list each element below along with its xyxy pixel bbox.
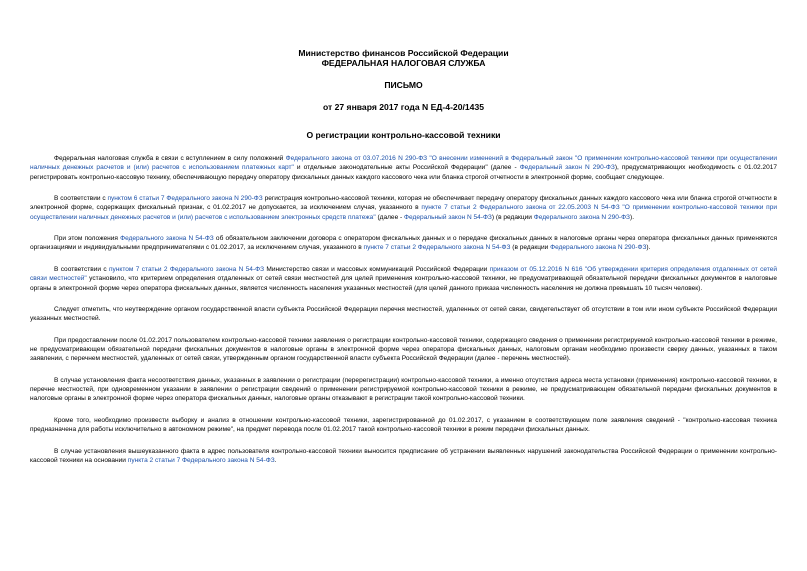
law-reference-link[interactable]: пунктом 7 статьи 2 Федерального закона N 54-ФЗ [108, 265, 265, 273]
law-reference-link[interactable]: Федеральный закон N 290-ФЗ [519, 164, 615, 172]
law-reference-link[interactable]: Федерального закона от 03.07.2016 N 290-ФЗ "О внесении изменений в Федеральный закон "О применении контрольно-кассовой техники при осуществлении наличных денежных расчетов и (или) расчетов с использованием платежных карт" [30, 155, 778, 172]
paragraph-text: . [274, 457, 277, 465]
paragraph-text: В соответствии с [54, 195, 108, 203]
paragraph-text: В случае установления факта несоответствия данных, указанных в заявлении о регистрации (перерегистрации) контрольно-кассовой техники, а именно отсутствия адреса места установки (применения) контрольно-кассовой техники, в перечне местностей, при одновременном указании в заявлении о регистрации сведений о применении регистрируемой контрольно-кассовой техники в режиме, не предусматривающем обязательной передачи фискальных документов в налоговые органы в электронной форме через оператора фискальных данных, налоговые органы отказывают в регистрации такой контрольно-кассовой техники. [30, 376, 777, 403]
document-body [30, 154, 777, 465]
law-reference-link[interactable]: Федерального закона N 290-ФЗ [533, 213, 631, 221]
law-reference-link[interactable]: приказом от 05.12.2016 N 616 "Об утверждении критерия определения отдаленных от сетей связи местностей" [30, 265, 778, 283]
paragraph [30, 447, 777, 466]
paragraph-text: ) (в редакции [491, 213, 534, 221]
document-type: ПИСЬМО [384, 80, 423, 90]
law-reference-link[interactable]: Федерального закона N 54-ФЗ [120, 235, 214, 243]
paragraph [30, 336, 777, 364]
paragraph-text: установило, что критерием определения отдаленных от сетей связи местностей для целей применения контрольно-кассовой техники, не предусматривающей обязательной передачи фискальных документов в налоговые органы в электронной форме через оператора фискальных данных, является численность населения указанных местностей (для целей данного приказа численность населения не должна превышать 10 тысяч человек). [30, 275, 777, 292]
document-date-number: от 27 января 2017 года N ЕД-4-20/1435 [322, 102, 484, 112]
document-header [30, 48, 777, 112]
paragraph-text: Следует отметить, что неутверждение органом государственной власти субъекта Российской Федерации перечня местностей, удаленных от сетей связи, свидетельствует об отсутствии в том или ином субъекте Российской Федерации указанных местностей. [30, 306, 777, 323]
paragraph-text: Кроме того, необходимо произвести выборку и анализ в отношении контрольно-кассовой техники, зарегистрированной до 01.02.2017, с указанием в соответствующем поле заявления сведений - "контрольно-кассовая техника предназначена для работы исключительно в автономном режиме", на предмет перевода после 01.02.2017 такой контрольно-кассовой техники в режим передачи фискальных данных. [30, 416, 777, 434]
law-reference-link[interactable]: Федерального закона N 290-ФЗ [550, 244, 647, 252]
paragraph [30, 154, 777, 182]
paragraph [30, 376, 777, 404]
paragraph-text: В соответствии с [54, 265, 109, 273]
paragraph-text: В случае установления вышеуказанного факта в адрес пользователя контрольно-кассовой техники выносится предписание об устранении выявленных нарушений законодательства Российской Федерации о применении контрольно-кассовой техники на основании [30, 447, 777, 465]
law-reference-link[interactable]: пункта 2 статьи 7 Федерального закона N 54-ФЗ [127, 457, 275, 465]
paragraph-text: регистрация контрольно-кассовой техники, которая не обеспечивает передачу оператору фискальных данных каждого кассового чека или бланка строгой отчетности в электронной форме, содержащих фискальный признак, с 01.02.2017 не допускается, за исключением случая, указанного в [30, 195, 777, 212]
paragraph-text: Федеральная налоговая служба в связи с вступлением в силу положений [54, 155, 286, 162]
law-reference-link[interactable]: пунктом 6 статьи 7 Федерального закона N 290-ФЗ [107, 195, 263, 203]
law-reference-link[interactable]: Федеральный закон N 54-ФЗ [404, 213, 492, 221]
paragraph [30, 234, 777, 253]
document-title: О регистрации контрольно-кассовой техники [306, 130, 501, 140]
paragraph-text: (далее - [375, 213, 405, 221]
service-name: ФЕДЕРАЛЬНАЯ НАЛОГОВАЯ СЛУЖБА [321, 58, 486, 68]
paragraph [30, 265, 777, 293]
paragraph-text: об обязательном заключении договора с оператором фискальных данных и о передаче фискальных данных в налоговые органы через оператора фискальных данных применяются организациями и индивидуальными предпринимателями с 01.02.2017, за исключением случая, указанного в [30, 235, 777, 252]
paragraph-text: и отдельные законодательные акты Российской Федерации" (далее - [293, 164, 520, 172]
paragraph-text: (в редакции [510, 244, 551, 252]
paragraph [30, 416, 777, 435]
law-reference-link[interactable]: пункте 7 статьи 2 Федерального закона N 54-ФЗ [363, 244, 511, 252]
paragraph-text: При этом положения [54, 235, 121, 243]
paragraph [30, 305, 777, 324]
ministry-name: Министерство финансов Российской Федерации [298, 48, 509, 58]
paragraph [30, 194, 777, 222]
paragraph-text: ). [630, 213, 635, 221]
paragraph-text: ). [646, 244, 651, 252]
paragraph-text: При предоставлении после 01.02.2017 пользователем контрольно-кассовой техники заявления о регистрации контрольно-кассовой техники, содержащего сведения о применении регистрируемой контрольно-кассовой техники в режиме, не предусматривающем обязательной передачи фискальных документов в налоговые органы в электронной форме через оператора фискальных данных, налоговым органам необходимо произвести сверку данных, указанных в таком заявлении, с перечнем местностей, удаленных от сетей связи, утвержденным органом государственной власти субъекта Российской Федерации (далее - перечень местностей). [30, 336, 777, 363]
paragraph-text: ), предусматривающих необходимость с 01.02.2017 регистрировать контрольно-кассовую технику, обеспечивающую передачу оператору фискальных данных каждого кассового чека или бланка строгой отчетности в электронной форме, сообщает следующее. [30, 164, 777, 181]
paragraph-text: Министерство связи и массовых коммуникаций Российской Федерации [264, 265, 490, 273]
law-reference-link[interactable]: пункте 7 статьи 2 Федерального закона от 22.05.2003 N 54-ФЗ "О применении контрольно-кассовой техники при осуществлении наличных денежных расчетов и (или) расчетов с использованием электронных средств платежа" [30, 204, 778, 221]
